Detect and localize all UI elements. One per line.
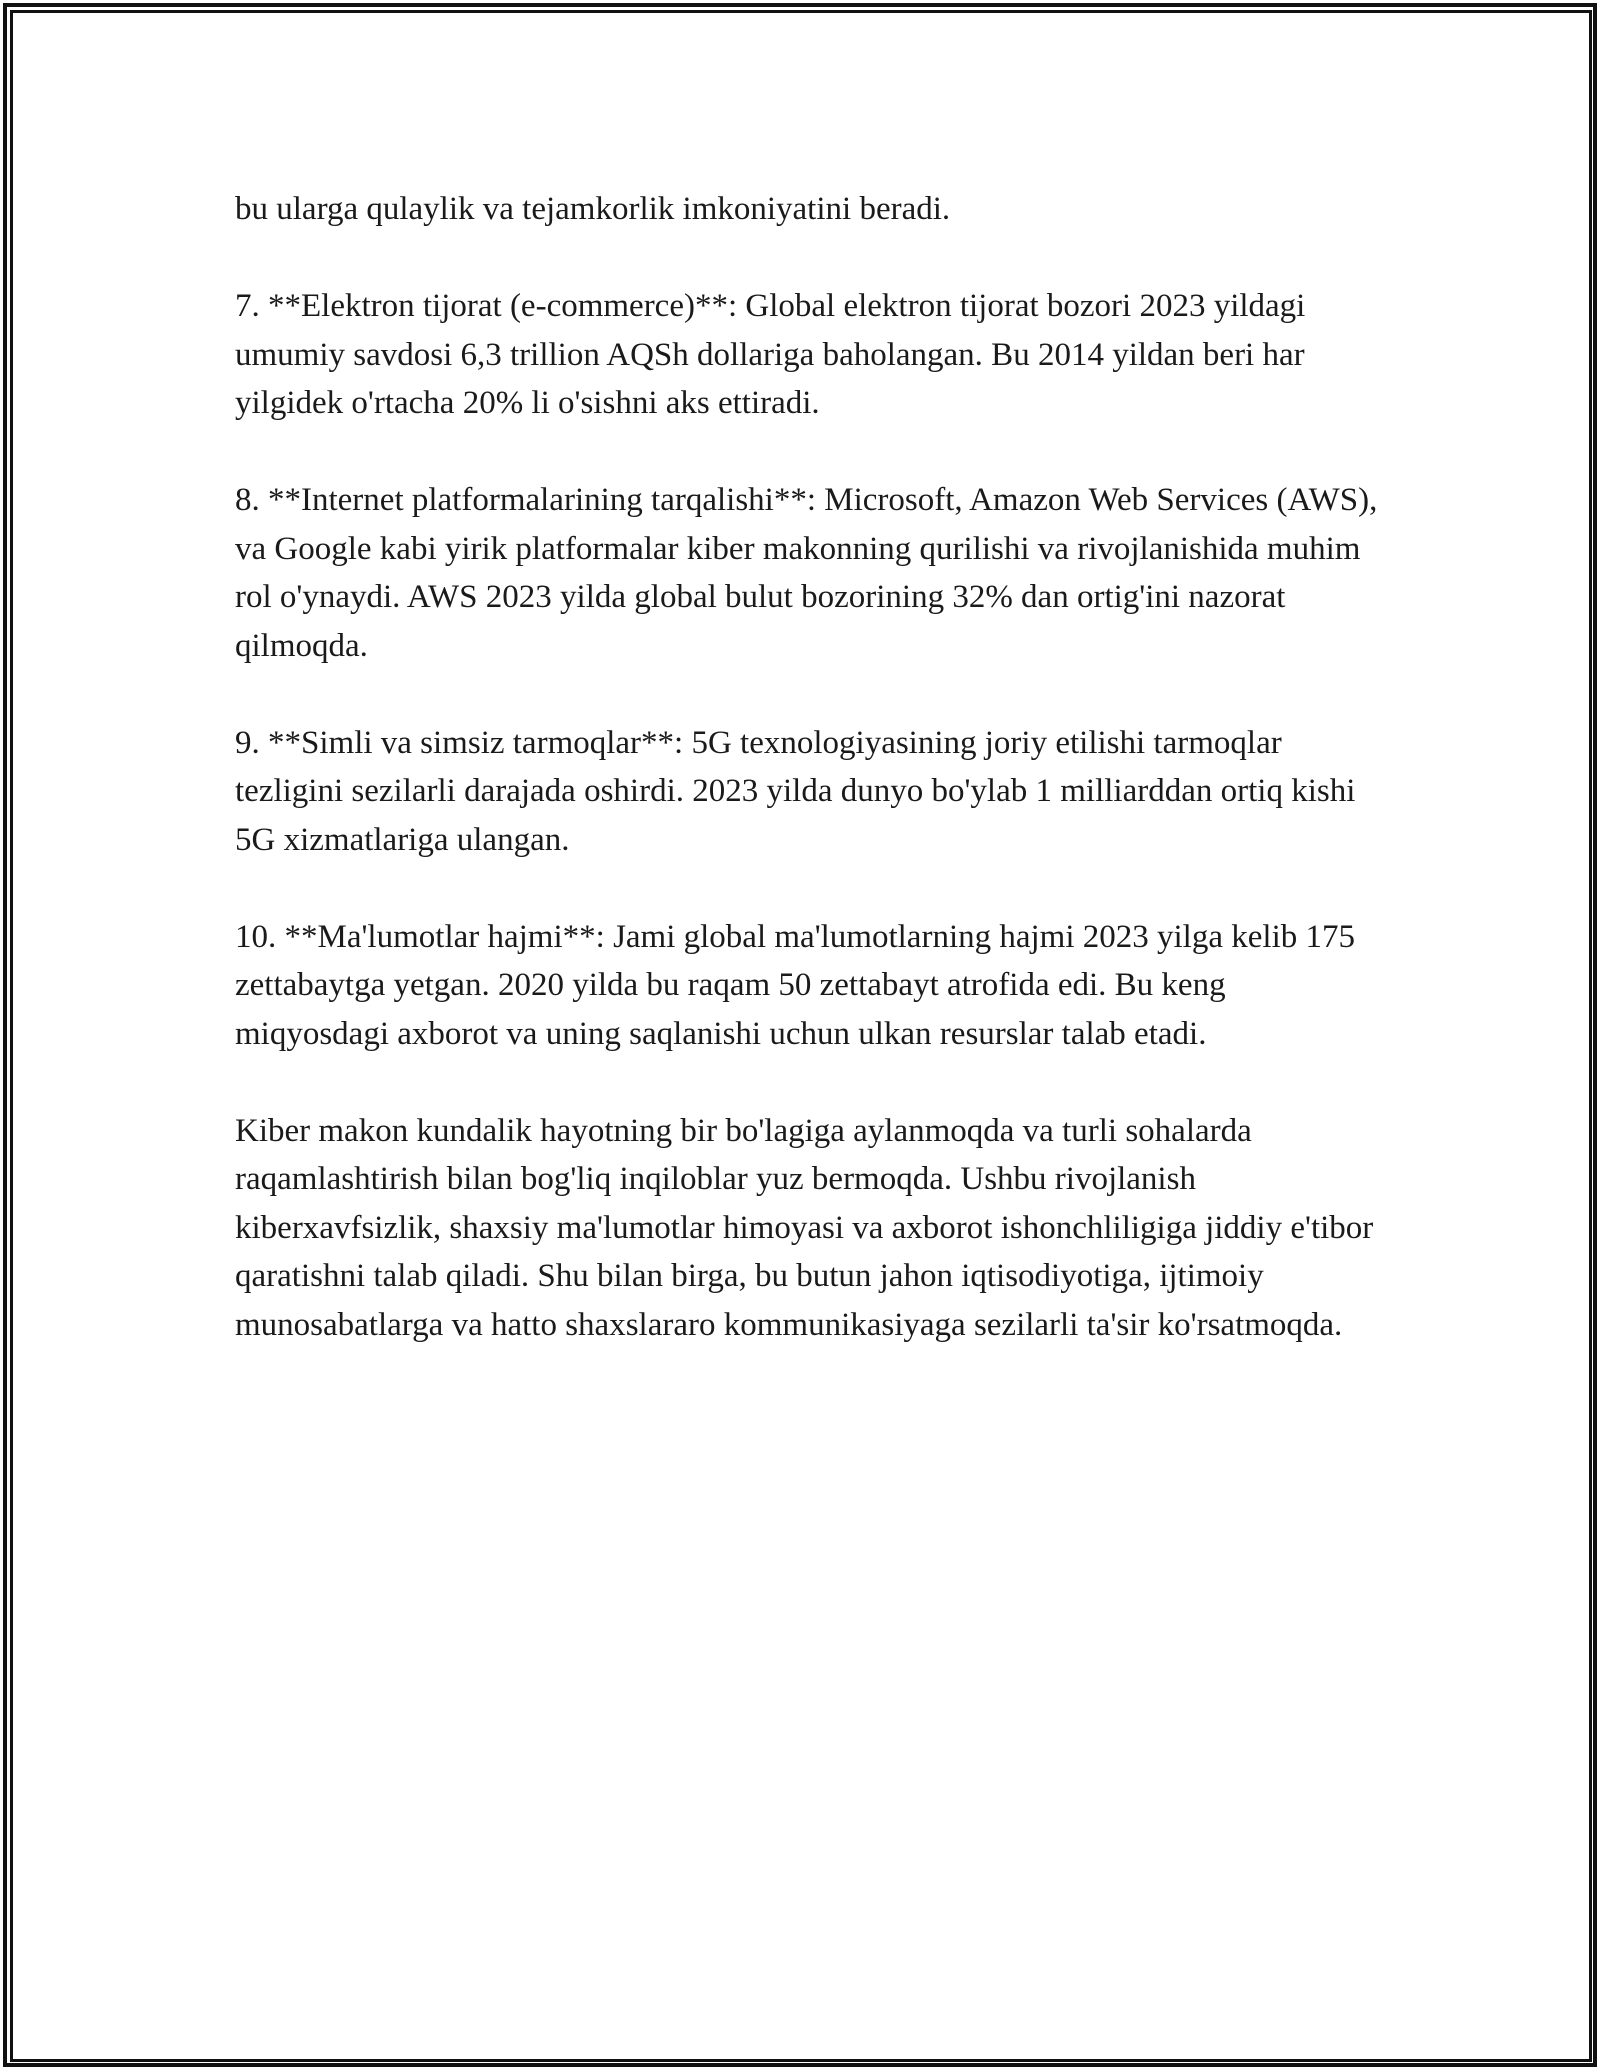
paragraph-item-8-platforms: 8. **Internet platformalarining tarqalishi**: Microsoft, Amazon Web Services (AWS), va Google kabi yirik platformalar kiber makonning qurilishi va rivojlanishida muhim rol o'ynaydi. AWS 2023 yilda global bulut bozorining 32% dan ortig'ini nazorat qilmoqda.	[235, 482, 1378, 664]
paragraph-conclusion: Kiber makon kundalik hayotning bir bo'lagiga aylanmoqda va turli sohalarda raqamlashtirish bilan bog'liq inqiloblar yuz bermoqda. Ushbu rivojlanish kiberxavfsizlik, shaxsiy ma'lumotlar himoyasi va axborot ishonchliligiga jiddiy e'tibor qaratishni talab qiladi. Shu bilan birga, bu butun jahon iqtisodiyotiga, ijtimoiy munosabatlarga va hatto shaxslararo kommunikasiyaga sezilarli ta'sir ko'rsatmoqda.	[235, 1112, 1374, 1343]
document-body	[235, 185, 1385, 1349]
paragraph-item-9-networks: 9. **Simli va simsiz tarmoqlar**: 5G texnologiyasining joriy etilishi tarmoqlar tezligini sezilarli darajada oshirdi. 2023 yilda dunyo bo'ylab 1 milliarddan ortiq kishi 5G xizmatlariga ulangan.	[235, 724, 1356, 858]
paragraph-item-7-ecommerce: 7. **Elektron tijorat (e-commerce)**: Global elektron tijorat bozori 2023 yildagi umumiy savdosi 6,3 trillion AQSh dollariga baholangan. Bu 2014 yildan beri har yilgidek o'rtacha 20% li o'sishni aks ettiradi.	[235, 288, 1306, 421]
paragraph-continuation: bu ularga qulaylik va tejamkorlik imkoniyatini beradi.	[235, 191, 951, 227]
paragraph-item-10-data-volume: 10. **Ma'lumotlar hajmi**: Jami global ma'lumotlarning hajmi 2023 yilga kelib 175 zettabaytga yetgan. 2020 yilda bu raqam 50 zettabayt atrofida edi. Bu keng miqyosdagi axborot va uning saqlanishi uchun ulkan resurslar talab etadi.	[235, 918, 1355, 1052]
